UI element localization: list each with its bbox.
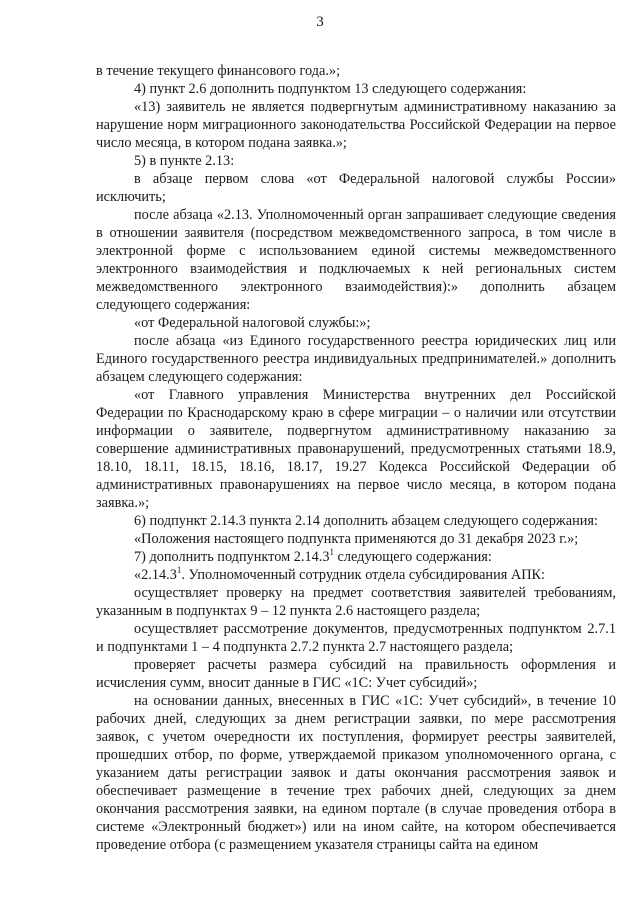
paragraph: «Положения настоящего подпункта применяются до 31 декабря 2023 г.»;: [134, 531, 579, 547]
page-number: 3: [316, 14, 324, 30]
paragraph: 4) пункт 2.6 дополнить подпунктом 13 следующего содержания:: [134, 81, 527, 97]
paragraph: в течение текущего финансового года.»;: [96, 63, 341, 79]
paragraph: в абзаце первом слова «от Федеральной налоговой службы России» исключить;: [96, 171, 616, 205]
paragraph-text: «2.14.3: [134, 567, 177, 583]
paragraph-text: 7) дополнить подпунктом 2.14.3: [134, 549, 330, 565]
paragraph: «от Главного управления Министерства внутренних дел Российской Федерации по Краснодарскому краю в сфере миграции – о наличии или отсутствии информации о заявителе, подвергнутом административному наказанию за совершение административных правонарушений, предусмотренных статьями 18.9, 18.10, 18.11, 18.15, 18.16, 18.17, 19.27 Кодекса Российской Федерации об административных правонарушениях на первое число месяца, в котором подана заявка.»;: [96, 387, 616, 511]
paragraph: 6) подпункт 2.14.3 пункта 2.14 дополнить абзацем следующего содержания:: [134, 513, 598, 529]
paragraph: осуществляет проверку на предмет соответствия заявителей требованиям, указанным в подпунктах 9 – 12 пункта 2.6 настоящего раздела;: [96, 585, 616, 619]
superscript: 1: [176, 565, 182, 576]
paragraph: после абзаца «2.13. Уполномоченный орган запрашивает следующие сведения в отношении заявителя (посредством межведомственного запроса, в том числе в электронной форме с использованием единой системы межведомственного электронного взаимодействия и подключаемых к ней региональных систем межведомственного электронного взаимодействия):» дополнить абзацем следующего содержания:: [96, 207, 616, 313]
paragraph: «от Федеральной налоговой службы:»;: [134, 315, 371, 331]
paragraph: после абзаца «из Единого государственного реестра юридических лиц или Единого государственного реестра индивидуальных предпринимателей.» дополнить абзацем следующего содержания:: [96, 333, 616, 385]
paragraph: 5) в пункте 2.13:: [134, 153, 235, 169]
paragraph: [96, 548, 616, 566]
paragraph: «13) заявитель не является подвергнутым административному наказанию за нарушение норм миграционного законодательства Российской Федерации на первое число месяца, в котором подана заявка.»;: [96, 99, 616, 151]
paragraph-text: следующего содержания:: [333, 549, 492, 565]
paragraph-text: . Уполномоченный сотрудник отдела субсидирования АПК:: [181, 567, 546, 583]
paragraph: осуществляет рассмотрение документов, предусмотренных подпунктом 2.7.1 и подпунктами 1 – 4 подпункта 2.7.2 пункта 2.7 настоящего раздела;: [96, 621, 616, 655]
paragraph: на основании данных, внесенных в ГИС «1С: Учет субсидий», в течение 10 рабочих дней, следующих за днем регистрации заявки, по мере рассмотрения заявок, с учетом очередности их поступления, формирует реестры заявителей, прошедших отбор, по форме, утверждаемой приказом уполномоченного органа, с указанием даты регистрации заявок и даты окончания рассмотрения заявок и обеспечивает размещение в течение трех рабочих дней, следующих за днем окончания рассмотрения заявки, на едином портале (в случае проведения отбора в системе «Электронный бюджет») или на ином сайте, на котором обеспечивается проведение отбора (с размещением указателя страницы сайта на едином: [96, 693, 616, 853]
document-body: [96, 62, 616, 854]
superscript: 1: [329, 547, 334, 558]
paragraph: [96, 566, 616, 584]
paragraph: проверяет расчеты размера субсидий на правильность оформления и исчисления сумм, вносит данные в ГИС «1С: Учет субсидий»;: [96, 657, 616, 691]
